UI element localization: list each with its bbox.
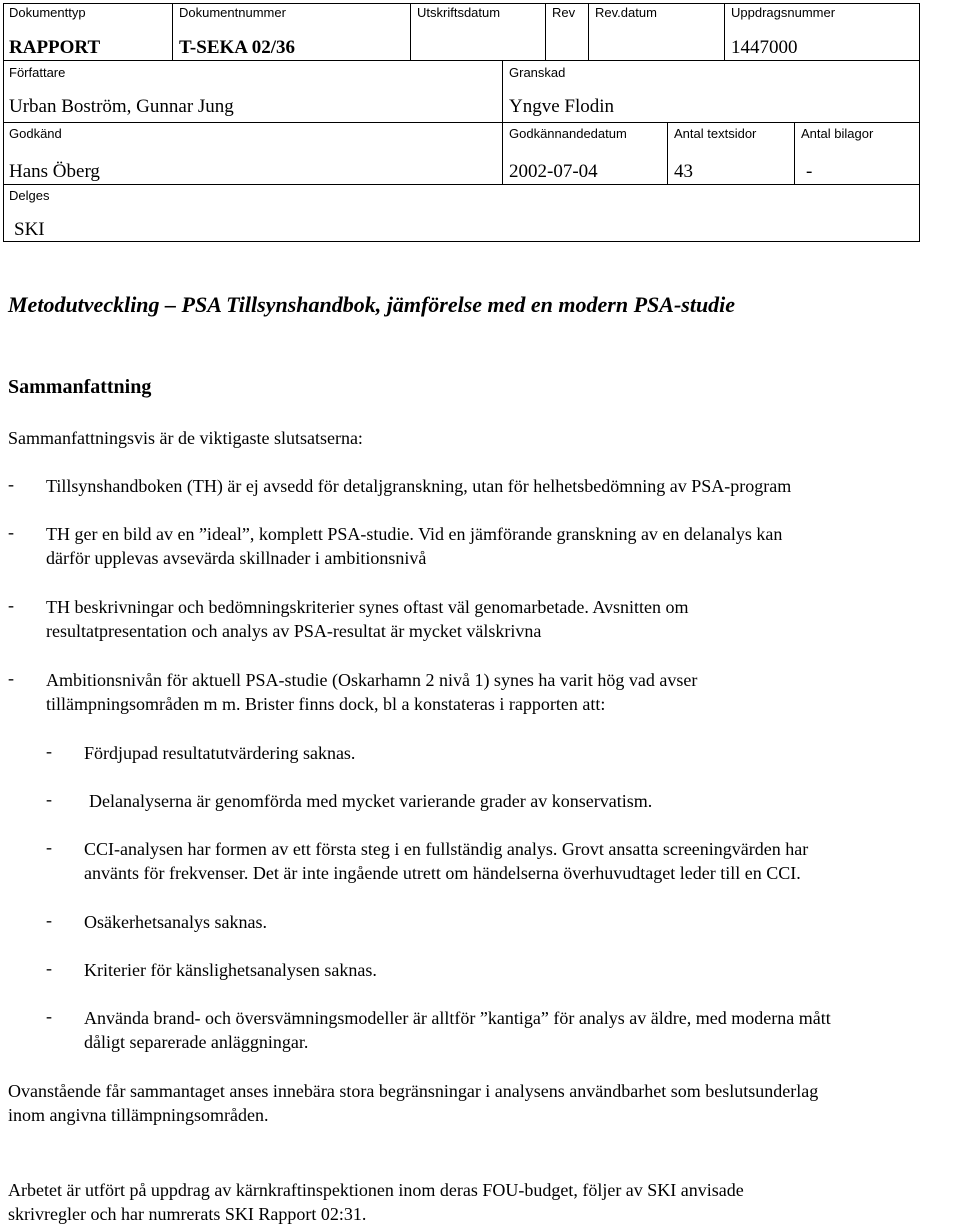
document-header-table <box>0 0 960 245</box>
list-item: Ambitionsnivån för aktuell PSA-studie (Oskarhamn 2 nivå 1) synes ha varit hög vad avser tillämpningsområden m m. Brister finns dock, bl a konstateras i rapporten att: <box>46 670 698 714</box>
godkand-label: Godkänd <box>9 126 62 141</box>
granskad-label: Granskad <box>509 65 566 80</box>
dokumentnummer-value: T-SEKA 02/36 <box>179 37 295 58</box>
godkannandedatum-value: 2002-07-04 <box>509 161 598 182</box>
footer-note: Arbetet är utfört på uppdrag av kärnkraftinspektionen inom deras FOU-budget, följer av SKI anvisade skrivregler och har numrerats SKI Rapport 02:31. <box>8 1180 744 1224</box>
list-item: CCI-analysen har formen av ett första steg i en fullständig analys. Grovt ansatta screeningvärden har använts för frekvenser. Det är inte ingående utrett om händelserna överhuvudtaget leder till en CCI. <box>84 839 809 883</box>
bullet-dash: - <box>8 668 14 688</box>
bullet-dash: - <box>8 595 14 615</box>
bullet-dash: - <box>46 1006 52 1026</box>
delges-value: SKI <box>14 219 45 240</box>
report-title: Metodutveckling – PSA Tillsynshandbok, jämförelse med en modern PSA-studie <box>8 292 736 317</box>
summary-intro: Sammanfattningsvis är de viktigaste slutsatserna: <box>8 428 363 448</box>
antal-textsidor-value: 43 <box>674 161 693 182</box>
revdatum-label: Rev.datum <box>595 5 657 20</box>
uppdragsnummer-value: 1447000 <box>731 37 798 58</box>
conclusion-paragraph: Ovanstående får sammantaget anses innebära stora begränsningar i analysens användbarhet som beslutsunderlag inom angivna tillämpningsområden. <box>8 1081 819 1125</box>
dokumenttyp-value: RAPPORT <box>9 37 101 58</box>
bullet-dash: - <box>46 910 52 930</box>
godkannandedatum-label: Godkännandedatum <box>509 126 627 141</box>
list-item: TH ger en bild av en ”ideal”, komplett PSA-studie. Vid en jämförande granskning av en delanalys kan därför upplevas avsevärda skillnader i ambitionsnivå <box>46 524 783 568</box>
antal-bilagor-label: Antal bilagor <box>801 126 874 141</box>
antal-textsidor-label: Antal textsidor <box>674 126 757 141</box>
delges-label: Delges <box>9 188 50 203</box>
bullet-dash: - <box>46 958 52 978</box>
forfattare-value: Urban Boström, Gunnar Jung <box>9 96 234 117</box>
list-item: Delanalyserna är genomförda med mycket varierande grader av konservatism. <box>89 791 653 811</box>
bullet-dash: - <box>8 474 14 494</box>
list-item: Fördjupad resultatutvärdering saknas. <box>84 743 356 763</box>
list-item: Osäkerhetsanalys saknas. <box>84 912 267 932</box>
dokumenttyp-label: Dokumenttyp <box>9 5 86 20</box>
godkand-value: Hans Öberg <box>9 161 100 182</box>
list-item: Tillsynshandboken (TH) är ej avsedd för detaljgranskning, utan för helhetsbedömning av PSA-program <box>46 476 792 496</box>
antal-bilagor-value: - <box>806 161 813 182</box>
list-item: Kriterier för känslighetsanalysen saknas. <box>84 960 377 980</box>
dokumentnummer-label: Dokumentnummer <box>179 5 286 20</box>
forfattare-label: Författare <box>9 65 66 80</box>
list-item: TH beskrivningar och bedömningskriterier synes oftast väl genomarbetade. Avsnitten om resultatpresentation och analys av PSA-resultat är mycket välskrivna <box>46 597 689 641</box>
list-item: Använda brand- och översvämningsmodeller är alltför ”kantiga” för analys av äldre, med moderna mått dåligt separerade anläggningar. <box>84 1008 831 1052</box>
bullet-dash: - <box>46 789 52 809</box>
bullet-dash: - <box>8 522 14 542</box>
bullet-dash: - <box>46 741 52 761</box>
bullet-dash: - <box>46 837 52 857</box>
uppdragsnummer-label: Uppdragsnummer <box>731 5 836 20</box>
granskad-value: Yngve Flodin <box>509 96 615 117</box>
summary-heading: Sammanfattning <box>8 376 152 398</box>
rev-label: Rev <box>552 5 576 20</box>
utskriftsdatum-label: Utskriftsdatum <box>417 5 501 20</box>
